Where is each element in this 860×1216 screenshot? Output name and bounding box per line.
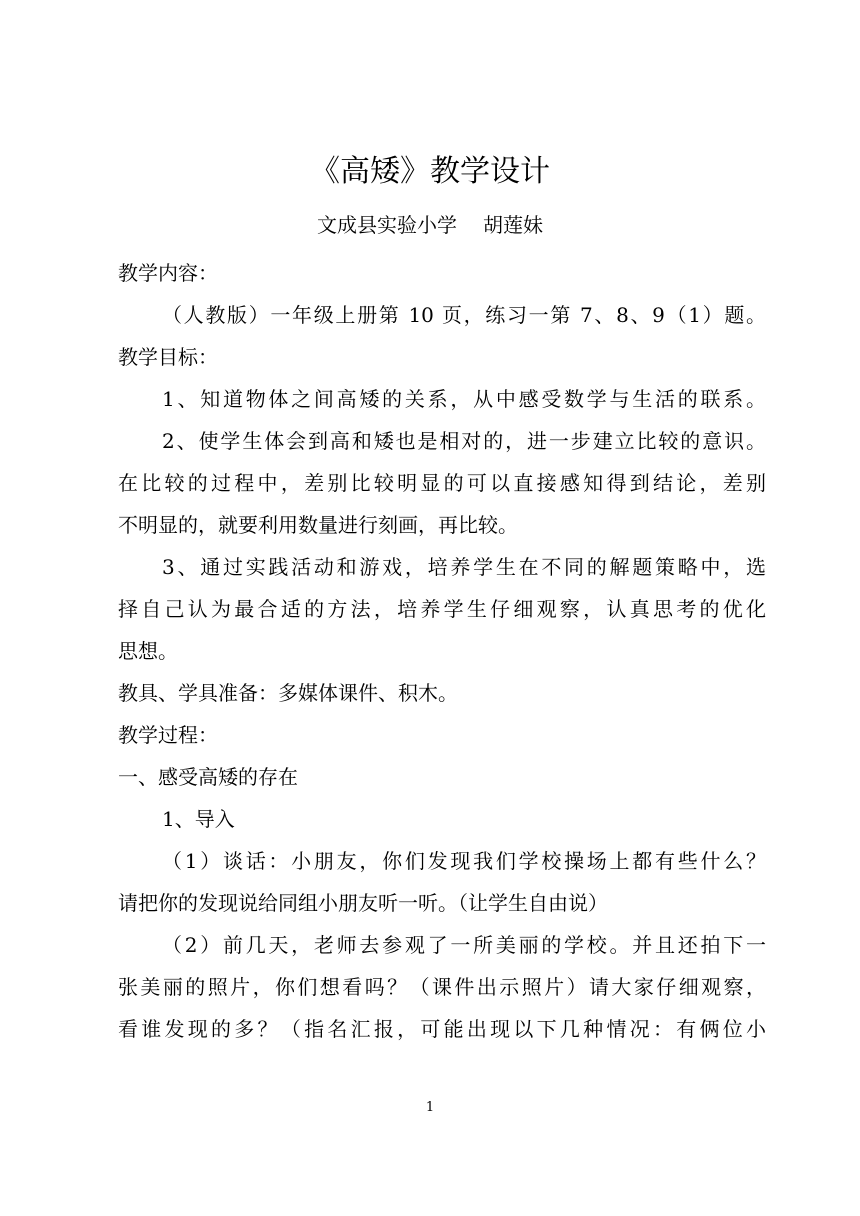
paragraph-1-line-2: 请把你的发现说给同组小朋友听一听。（让学生自由说）	[118, 891, 608, 915]
goals-heading: 教学目标：	[118, 345, 218, 369]
goal-3-line-2: 择自己认为最合适的方法，培养学生仔细观察，认真思考的优化	[118, 597, 766, 621]
tools-heading: 教具、学具准备：	[118, 681, 278, 705]
goal-3-line-1: 3、通过实践活动和游戏，培养学生在不同的解题策略中，选	[162, 555, 766, 579]
paragraph-2-line-2: 张美丽的照片，你们想看吗？（课件出示照片）请大家仔细观察，	[118, 975, 766, 999]
tools-line	[118, 678, 766, 708]
document-title: 《高矮》教学设计	[310, 154, 550, 189]
goal-1: 1、知道物体之间高矮的关系，从中感受数学与生活的联系。	[162, 387, 766, 411]
goal-3-line-3: 思想。	[118, 639, 178, 663]
paragraph-1-line-1: （1）谈话：小朋友，你们发现我们学校操场上都有些什么？	[162, 849, 766, 873]
content-text: （人教版）一年级上册第 10 页，练习一第 7、8、9（1）题。	[162, 303, 766, 327]
tools-text: 多媒体课件、积木。	[278, 681, 458, 705]
author-name: 胡莲妹	[483, 213, 543, 237]
process-heading: 教学过程：	[118, 723, 218, 747]
page-number: 1	[425, 1100, 435, 1115]
paragraph-2-line-1: （2）前几天，老师去参观了一所美丽的学校。并且还拍下一	[162, 933, 766, 957]
author-line	[0, 210, 860, 240]
section-1-heading: 一、感受高矮的存在	[118, 765, 298, 789]
step-1: 1、导入	[162, 807, 235, 831]
goal-2-line-3: 不明显的，就要利用数量进行刻画，再比较。	[118, 513, 518, 537]
author-school: 文成县实验小学	[317, 213, 457, 237]
paragraph-2-line-3: 看谁发现的多？（指名汇报，可能出现以下几种情况：有俩位小	[118, 1017, 766, 1041]
content-heading: 教学内容：	[118, 261, 218, 285]
goal-2-line-2: 在比较的过程中，差别比较明显的可以直接感知得到结论，差别	[118, 471, 766, 495]
goal-2-line-1: 2、使学生体会到高和矮也是相对的，进一步建立比较的意识。	[162, 429, 766, 453]
